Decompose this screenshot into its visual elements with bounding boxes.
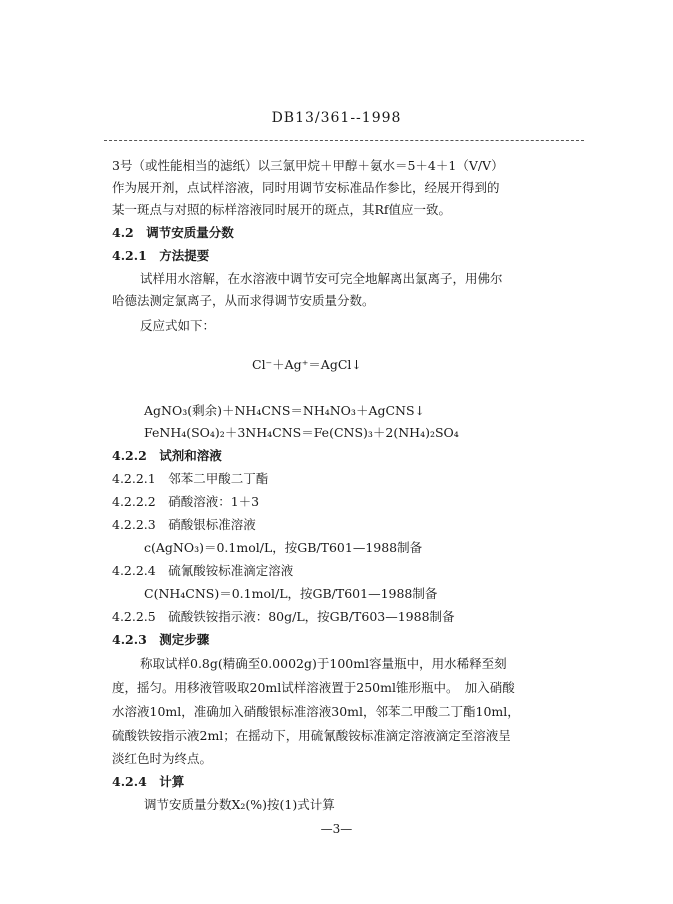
text-line: 称取试样0.8g(精确至0.0002g)于100ml容量瓶中，用水稀释至刻 bbox=[140, 656, 507, 671]
text-line: 试样用水溶解，在水溶液中调节安可完全地解离出氯离子，用佛尔 bbox=[140, 271, 503, 286]
text-line: 调节安质量分数X₂(%)按(1)式计算 bbox=[144, 797, 335, 812]
section-heading: 4.2.1 方法提要 bbox=[112, 248, 210, 263]
text-line: 度，摇匀。用移液管吸取20ml试样溶液置于250ml锥形瓶中。 加入硝酸 bbox=[112, 680, 515, 695]
section-heading: 4.2.3 测定步骤 bbox=[112, 632, 210, 647]
text-line: 反应式如下： bbox=[140, 318, 216, 333]
page-number: —3— bbox=[320, 822, 353, 836]
reaction-equation: AgNO₃(剩余)＋NH₄CNS＝NH₄NO₃＋AgCNS↓ bbox=[144, 403, 426, 418]
list-item: 4.2.2.1 邻苯二甲酸二丁酯 bbox=[112, 471, 269, 486]
header-rule bbox=[104, 140, 584, 141]
text-line: c(AgNO₃)＝0.1mol/L，按GB/T601—1988制备 bbox=[144, 540, 423, 555]
text-line: 水溶液10ml，准确加入硝酸银标准溶液30ml，邻苯二甲酸二丁酯10ml， bbox=[112, 704, 520, 719]
text-line: 3号（或性能相当的滤纸）以三氯甲烷＋甲醇＋氨水＝5＋4＋1（V/V） bbox=[112, 158, 504, 173]
reaction-equation: Cl⁻＋Ag⁺＝AgCl↓ bbox=[252, 357, 362, 372]
section-heading: 4.2 调节安质量分数 bbox=[112, 225, 234, 240]
text-line: C(NH₄CNS)＝0.1mol/L，按GB/T601—1988制备 bbox=[144, 586, 438, 601]
list-item: 4.2.2.2 硝酸溶液：1＋3 bbox=[112, 494, 260, 509]
standard-number-header: DB13/361--1998 bbox=[271, 110, 402, 126]
section-heading: 4.2.4 计算 bbox=[112, 774, 185, 789]
text-line: 淡红色时为终点。 bbox=[112, 751, 213, 766]
text-line: 硫酸铁铵指示液2ml；在摇动下，用硫氰酸铵标准滴定溶液滴定至溶液呈 bbox=[112, 728, 511, 743]
list-item: 4.2.2.5 硫酸铁铵指示液：80g/L，按GB/T603—1988制备 bbox=[112, 609, 455, 624]
reaction-equation: FeNH₄(SO₄)₂＋3NH₄CNS＝Fe(CNS)₃＋2(NH₄)₂SO₄ bbox=[144, 425, 459, 440]
list-item: 4.2.2.3 硝酸银标准溶液 bbox=[112, 517, 256, 532]
text-line: 作为展开剂，点试样溶液，同时用调节安标准品作参比，经展开得到的 bbox=[112, 180, 500, 195]
list-item: 4.2.2.4 硫氰酸铵标准滴定溶液 bbox=[112, 563, 294, 578]
text-line: 哈德法测定氯离子，从而求得调节安质量分数。 bbox=[112, 293, 375, 308]
section-heading: 4.2.2 试剂和溶液 bbox=[112, 448, 222, 463]
text-line: 某一斑点与对照的标样溶液同时展开的斑点，其Rf值应一致。 bbox=[112, 202, 452, 217]
